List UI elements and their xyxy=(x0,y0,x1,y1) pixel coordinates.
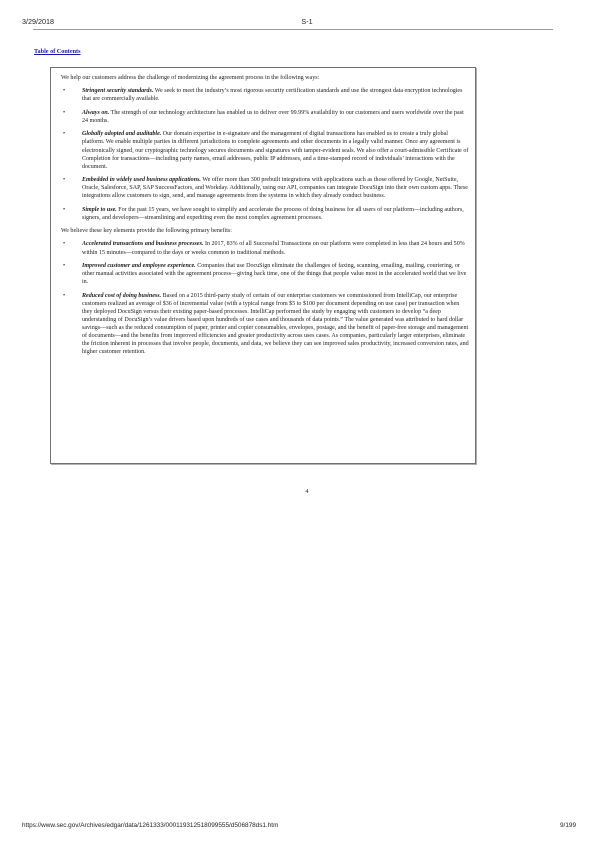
bullet-icon: • xyxy=(63,206,66,213)
item-lead: Embedded in widely used business applications. xyxy=(82,177,201,184)
list-item xyxy=(61,130,469,170)
item-lead: Simple to use. xyxy=(82,206,117,213)
bullet-icon: • xyxy=(63,131,66,138)
benefits-intro-paragraph: We believe these key elements provide the following primary benefits: xyxy=(61,228,232,235)
item-text: Based on a 2015 third-party study of certain of our enterprise customers we commissioned from IntelliCap, our enterprise customers realized an average of $36 of incremental value (with a typical range from $5 to $100 per document depending on use case) per transaction when they deployed DocuSign versus their existing paper-based processes. IntelliCap performed the study by engaging with customers to develop “a deep understanding of DocuSign’s value drivers based upon hundreds of use cases and thousands of data points.” The value generated was attributed to hard dollar savings—such as the reduced consumption of paper, printer and copier consumables, envelopes, postage, and the benefit of paper-free storage and management of documents—and the benefits from improved efficiencies and greater productivity across uses cases. As companies, particularly larger enterprises, eliminate the friction inherent in processes that involve people, documents, and data, we believe they can see improved sales productivity, increased conversion rates, and higher customer retention. xyxy=(82,292,469,355)
bullet-icon: • xyxy=(63,109,66,116)
bullet-icon: • xyxy=(63,88,66,95)
item-lead: Accelerated transactions and business processes. xyxy=(82,241,204,248)
item-lead: Globally adopted and auditable. xyxy=(82,131,162,138)
header-divider xyxy=(33,29,553,30)
table-of-contents-link[interactable]: Table of Contents xyxy=(34,48,81,55)
document-title: S-1 xyxy=(301,17,313,26)
print-date: 3/29/2018 xyxy=(22,17,54,26)
list-item xyxy=(61,206,469,222)
list-item xyxy=(61,176,469,200)
source-url: https://www.sec.gov/Archives/edgar/data/1261333/000119312518099555/d506878ds1.htm xyxy=(22,822,279,829)
item-text: The strength of our technology architecture has enabled us to deliver over 99.99% availability to our customers and users worldwide over the past 24 months. xyxy=(82,109,464,124)
bullet-icon: • xyxy=(63,292,66,299)
document-body xyxy=(61,74,469,361)
item-lead: Always on. xyxy=(82,109,110,116)
list-item xyxy=(61,87,469,103)
item-text: In 2017, 83% of all Successful Transactions on our platform were completed in less than 24 hours and 50% within 15 minutes—compared to the days or weeks common to traditional methods. xyxy=(82,241,465,256)
ways-list xyxy=(61,87,469,221)
item-text: Companies that use DocuSign eliminate the challenges of faxing, scanning, emailing, mailing, couriering, or other manual activities associated with the agreement process—giving back time, one of the things that people value most in the accelerated world that we live in. xyxy=(82,262,467,286)
intro-paragraph: We help our customers address the challenge of modernizing the agreement process in the following ways: xyxy=(61,75,320,81)
page-indicator: 9/199 xyxy=(560,822,576,829)
item-text: We offer more than 300 prebuilt integrations with applications such as those offered by Google, NetSuite, Oracle, Salesforce, SAP, SAP SuccessFactors, and Workday. Additionally, using our API, companies can integrate DocuSign into their own custom apps. These integrations allow customers to sign, send, and manage agreements from the systems in which they already conduct business. xyxy=(82,177,468,200)
item-text: Our domain expertise in e-signature and the management of digital transactions has enabled us to create a truly global platform. We enable multiple parties in different jurisdictions to complete agreements and other documents in a legally valid manner. Once any agreement is electronically signed, our cryptographic technology secures documents and signatures with tamper-evident seals. We also offer a court-admissible Certificate of Completion for transactions—including party names, email addresses, public IP addresses, and a time-stamped record of individuals’ interactions with the document. xyxy=(82,131,469,170)
bullet-icon: • xyxy=(63,262,66,269)
page-number: 4 xyxy=(305,488,309,495)
list-item xyxy=(61,262,469,286)
item-lead: Improved customer and employee experience. xyxy=(82,262,196,269)
benefits-list xyxy=(61,240,469,355)
list-item xyxy=(61,292,469,356)
list-item xyxy=(61,240,469,256)
bullet-icon: • xyxy=(63,241,66,248)
print-footer xyxy=(22,822,578,834)
item-text: We seek to meet the industry’s most rigorous security certification standards and use the strongest data encryption technologies that are commercially available. xyxy=(82,88,463,103)
bullet-icon: • xyxy=(63,177,66,184)
list-item xyxy=(61,109,469,125)
item-text: For the past 15 years, we have sought to simplify and accelerate the process of doing business for all users of our platform—including authors, signers, and developers—streamlining and expediting even the most complex agreement processes. xyxy=(82,206,464,221)
print-header xyxy=(22,17,578,29)
item-lead: Reduced cost of doing business. xyxy=(82,292,162,299)
item-lead: Stringent security standards. xyxy=(82,88,154,95)
